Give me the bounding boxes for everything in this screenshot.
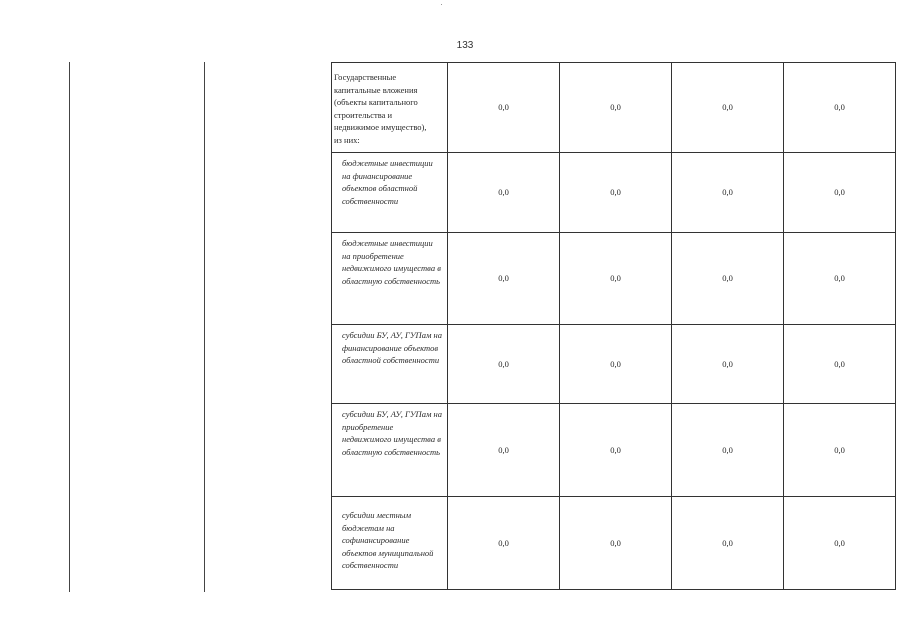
value-cell: 0,0 <box>784 63 896 153</box>
value-cell: 0,0 <box>672 497 784 590</box>
value-cell: 0,0 <box>672 233 784 325</box>
value-cell: 0,0 <box>448 404 560 497</box>
value-cell: 0,0 <box>784 497 896 590</box>
table-row <box>332 497 896 590</box>
value-cell: 0,0 <box>784 233 896 325</box>
value-cell: 0,0 <box>672 325 784 404</box>
capital-investments-table <box>331 62 896 590</box>
value-cell: 0,0 <box>448 153 560 233</box>
value-cell: 0,0 <box>784 325 896 404</box>
table-row <box>332 153 896 233</box>
value-cell: 0,0 <box>448 325 560 404</box>
value-cell: 0,0 <box>672 404 784 497</box>
table-row <box>332 63 896 153</box>
value-cell: 0,0 <box>672 153 784 233</box>
row-label: бюджетные инвестиции на финансирование объектов областной собственности <box>332 153 448 233</box>
value-cell: 0,0 <box>560 404 672 497</box>
row-label: субсидии БУ, АУ, ГУПам на финансирование объектов областной собственности <box>332 325 448 404</box>
value-cell: 0,0 <box>560 497 672 590</box>
column-border-line <box>204 62 205 592</box>
value-cell: 0,0 <box>784 404 896 497</box>
table-row <box>332 404 896 497</box>
row-label: бюджетные инвестиции на приобретение недвижимого имущества в областную собственность <box>332 233 448 325</box>
scan-speck <box>441 4 442 5</box>
value-cell: 0,0 <box>560 153 672 233</box>
value-cell: 0,0 <box>560 233 672 325</box>
row-label: субсидии местным бюджетам на софинансирование объектов муниципальной собственности <box>332 497 448 590</box>
value-cell: 0,0 <box>560 325 672 404</box>
table-row <box>332 325 896 404</box>
value-cell: 0,0 <box>784 153 896 233</box>
value-cell: 0,0 <box>448 497 560 590</box>
value-cell: 0,0 <box>448 233 560 325</box>
value-cell: 0,0 <box>560 63 672 153</box>
value-cell: 0,0 <box>448 63 560 153</box>
row-label: Государственные капитальные вложения (объекты капитального строительства и недвижимое имущество), из них: <box>332 63 448 153</box>
page-number: 133 <box>456 40 474 51</box>
table-row <box>332 233 896 325</box>
column-border-line <box>69 62 70 592</box>
row-label: субсидии БУ, АУ, ГУПам на приобретение недвижимого имущества в областную собственность <box>332 404 448 497</box>
value-cell: 0,0 <box>672 63 784 153</box>
